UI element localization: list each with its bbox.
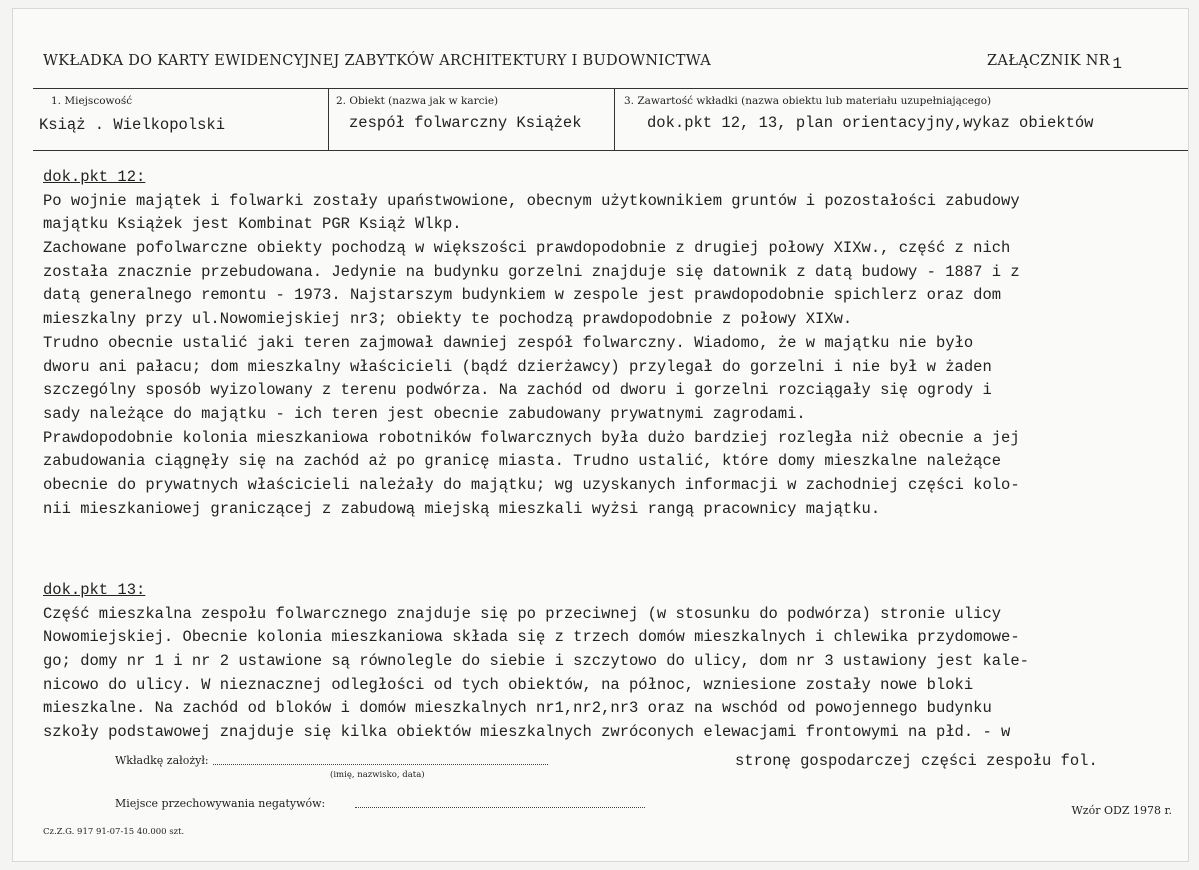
text-line: Zachowane pofolwarczne obiekty pochodzą w większości prawdopodobnie z drugiej połowy XIXw., część z nich xyxy=(43,239,1011,258)
table-bottom-rule xyxy=(33,150,1188,151)
created-by-label: Wkładkę założył: xyxy=(115,754,209,767)
negatives-label: Miejsce przechowywania negatywów: xyxy=(115,797,326,810)
annex-number: 1 xyxy=(1112,55,1122,73)
location-label: 1. Miejscowość xyxy=(51,95,133,107)
text-line: go; domy nr 1 i nr 2 ustawione są równolegle do siebie i szczytowo do ulicy, dom nr 3 ustawiony jest kale- xyxy=(43,652,1029,671)
object-value: zespół folwarczny Książek xyxy=(349,114,582,132)
contents-label: 3. Zawartość wkładki (nazwa obiektu lub materiału uzupełniającego) xyxy=(624,95,992,107)
text-line: Prawdopodobnie kolonia mieszkaniowa robotników folwarcznych była dużo bardziej rozległa niż obecnie a jej xyxy=(43,428,1020,447)
text-line: nii mieszkaniowej graniczącej z zabudową miejską mieszkali wyżsi rangą pracownicy majątku. xyxy=(43,499,881,518)
created-by-hint: (imię, nazwisko, data) xyxy=(330,770,425,780)
text-line: zabudowania ciągnęły się na zachód aż po granicę miasta. Trudno ustalić, które domy mieszkalne należące xyxy=(43,452,1002,471)
text-line: została znacznie przebudowana. Jedynie na budynku gorzelni znajduje się datownik z datą budowy - 1887 i z xyxy=(43,262,1020,281)
text-line: Nowomiejskiej. Obecnie kolonia mieszkaniowa składa się z trzech domów mieszkalnych i chlewika przydomowe- xyxy=(43,628,1020,647)
text-line: obecnie do prywatnych właścicieli należały do majątku; wg uzyskanych informacji w zachodniej części kolo- xyxy=(43,475,1020,494)
section-13-heading: dok.pkt 13: xyxy=(43,581,146,599)
form-title: WKŁADKA DO KARTY EWIDENCYJNEJ ZABYTKÓW ARCHITEKTURY I BUDOWNICTWA xyxy=(43,53,711,69)
table-divider-1 xyxy=(328,88,329,150)
template-code: Wzór ODZ 1978 r. xyxy=(1071,804,1172,817)
negatives-line xyxy=(355,807,645,808)
text-line: Część mieszkalna zespołu folwarcznego znajduje się po przeciwnej (w stosunku do podwórza) stronie ulicy xyxy=(43,604,1002,623)
text-line: sady należące do majątku - ich teren jest obecnie zabudowany prywatnymi zagrodami. xyxy=(43,404,806,423)
text-line: Po wojnie majątek i folwarki zostały upaństwowione, obecnym użytkownikiem gruntów i pozostałości zabudowy xyxy=(43,191,1020,210)
location-value: Książ . Wielkopolski xyxy=(39,116,226,134)
text-line: majątku Książek jest Kombinat PGR Książ Wlkp. xyxy=(43,215,462,234)
text-line: dworu ani pałacu; dom mieszkalny właścicieli (bądź dzierżawcy) przylegał do gorzelni i nie był w żaden xyxy=(43,357,992,376)
section-13-tail: stronę gospodarczej części zespołu fol. xyxy=(735,752,1098,770)
text-line: szkoły podstawowej znajduje się kilka obiektów mieszkalnych zwróconych elewacjami frontowymi na płd. - w xyxy=(43,723,1011,742)
created-by-line xyxy=(213,764,548,765)
print-code: Cz.Z.G. 917 91-07-15 40.000 szt. xyxy=(43,827,185,837)
section-13 xyxy=(43,579,1029,745)
text-line: Trudno obecnie ustalić jaki teren zajmował dawniej zespół folwarczny. Wiadomo, że w majątku nie było xyxy=(43,333,974,352)
annex-label: ZAŁĄCZNIK NR xyxy=(987,53,1110,69)
section-12-heading: dok.pkt 12: xyxy=(43,168,146,186)
table-divider-2 xyxy=(614,88,615,150)
contents-value: dok.pkt 12, 13, plan orientacyjny,wykaz obiektów xyxy=(647,114,1094,132)
text-line: nicowo do ulicy. W nieznacznej odległości od tych obiektów, na północ, wzniesione zostały nowe bloki xyxy=(43,675,974,694)
table-top-rule xyxy=(33,88,1188,89)
text-line: mieszkalne. Na zachód od bloków i domów mieszkalnych nr1,nr2,nr3 oraz na wschód od powojennego budynku xyxy=(43,699,992,718)
text-line: datą generalnego remontu - 1973. Najstarszym budynkiem w zespole jest prawdopodobnie spichlerz oraz dom xyxy=(43,286,1002,305)
document-page xyxy=(12,8,1189,862)
object-label: 2. Obiekt (nazwa jak w karcie) xyxy=(336,95,499,107)
text-line: szczególny sposób wyizolowany z terenu podwórza. Na zachód od dworu i gorzelni rozciągały się ogrody i xyxy=(43,381,992,400)
section-12 xyxy=(43,166,1020,521)
text-line: mieszkalny przy ul.Nowomiejskiej nr3; obiekty te pochodzą prawdopodobnie z połowy XIXw. xyxy=(43,310,853,329)
